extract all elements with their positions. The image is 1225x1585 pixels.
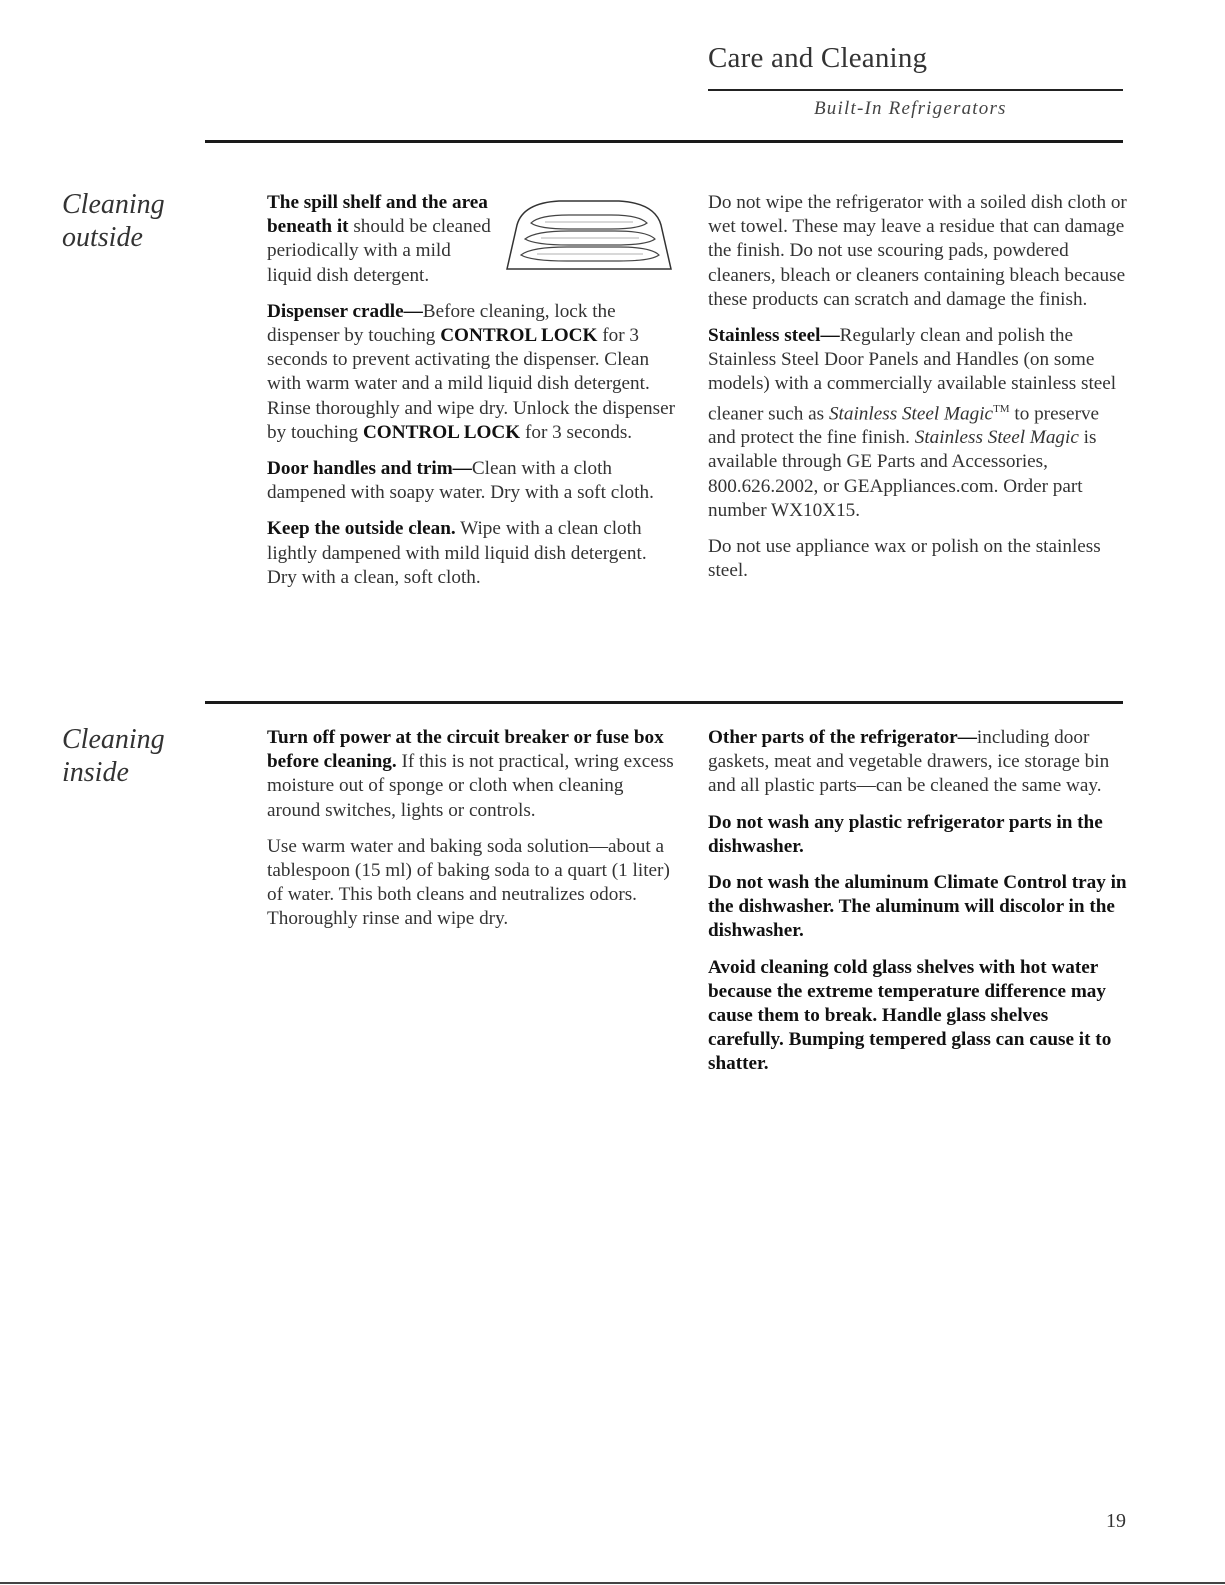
outside-column-left: [267, 191, 677, 602]
keep-outside-clean-text: Wipe with a clean cloth lightly dampened with mild liquid dish detergent. Dry with a clean, soft cloth.: [267, 518, 647, 588]
stainless-steel-bold: Stainless steel—: [708, 325, 840, 347]
dispenser-cradle-bold: Dispenser cradle—: [267, 300, 423, 322]
other-parts-text: including door gaskets, meat and vegetable drawers, ice storage bin and all plastic parts—can be cleaned the same way.: [708, 727, 1110, 797]
trademark-mark: TM: [993, 402, 1010, 415]
no-dishwasher-paragraph: [708, 811, 1128, 859]
keep-outside-clean-paragraph: [267, 517, 677, 590]
control-lock-label: CONTROL LOCK: [440, 325, 598, 347]
product-name: Stainless Steel Magic: [914, 427, 1079, 449]
do-not-wipe-paragraph: Do not wipe the refrigerator with a soiled dish cloth or wet towel. These may leave a residue that can damage the finish. Do not use scouring pads, powdered cleaners, bleach or cleaners containing bleach because these products can scratch and damage the finish.: [708, 192, 1127, 310]
inside-column-left: [267, 726, 677, 944]
section-heading-line: Cleaning: [62, 724, 165, 755]
product-name: Stainless Steel Magic: [828, 403, 994, 425]
turn-off-power-text: If this is not practical, wring excess moisture out of sponge or cloth when cleaning around switches, lights or controls.: [267, 751, 674, 821]
page-bottom-edge: [0, 1582, 1225, 1584]
no-wax-paragraph: Do not use appliance wax or polish on the stainless steel.: [708, 536, 1101, 582]
outside-column-right: [708, 191, 1128, 595]
turn-off-power-bold: Turn off power at the circuit breaker or fuse box before cleaning.: [267, 727, 664, 773]
stainless-steel-text: to preserve and protect the fine finish.: [708, 403, 1100, 449]
stainless-steel-text: Regularly clean and polish the Stainless Steel Door Panels and Handles (on some models) with a commercially available stainless steel cleaner such as: [708, 325, 1117, 425]
section-divider-outside: [205, 140, 1123, 143]
no-dishwasher-bold: Do not wash any plastic refrigerator parts in the dishwasher.: [708, 811, 1103, 857]
section-divider-inside: [205, 701, 1123, 704]
aluminum-tray-paragraph: [708, 871, 1128, 944]
section-heading-line: inside: [62, 757, 129, 788]
page-number: 19: [1106, 1510, 1126, 1532]
spill-shelf-paragraph: [267, 191, 677, 288]
section-heading-cleaning-inside: [62, 723, 165, 789]
stainless-steel-paragraph: [708, 324, 1128, 523]
turn-off-power-paragraph: [267, 726, 677, 823]
dispenser-cradle-text: for 3 seconds to prevent activating the dispenser. Clean with warm water and a mild liquid dish detergent. Rinse thoroughly and wipe dry. Unlock the dispenser by touching: [267, 325, 676, 443]
section-heading-line: outside: [62, 222, 143, 253]
door-handles-text: Clean with a cloth dampened with soapy water. Dry with a soft cloth.: [267, 458, 654, 504]
inside-column-right: [708, 726, 1128, 1089]
keep-outside-clean-bold: Keep the outside clean.: [267, 518, 456, 540]
stainless-steel-text: is available through GE Parts and Accessories, 800.626.2002, or GEAppliances.com. Order part number WX10X15.: [708, 427, 1097, 521]
glass-shelves-bold: Avoid cleaning cold glass shelves with hot water because the extreme temperature difference may cause them to break. Handle glass shelves carefully. Bumping tempered glass can cause it to shatter.: [708, 956, 1112, 1075]
spill-shelf-bold: The spill shelf and the area beneath it: [267, 192, 488, 238]
aluminum-tray-bold: Do not wash the aluminum Climate Control tray in the dishwasher. The aluminum will discolor in the dishwasher.: [708, 872, 1127, 942]
other-parts-paragraph: [708, 726, 1128, 799]
control-lock-label: CONTROL LOCK: [362, 421, 521, 443]
page-title: Care and Cleaning: [708, 42, 928, 74]
spill-shelf-illustration: [499, 195, 677, 275]
section-heading-line: Cleaning: [62, 189, 165, 220]
page-subtitle: Built-In Refrigerators: [814, 98, 1007, 119]
spill-shelf-text: should be cleaned periodically with a mild liquid dish detergent.: [267, 216, 491, 286]
baking-soda-paragraph: Use warm water and baking soda solution—about a tablespoon (15 ml) of baking soda to a quart (1 liter) of water. This both cleans and neutralizes odors. Thoroughly rinse and wipe dry.: [267, 835, 670, 930]
other-parts-bold: Other parts of the refrigerator—: [708, 727, 977, 748]
dispenser-cradle-paragraph: [267, 300, 677, 445]
door-handles-bold: Door handles and trim—: [267, 458, 472, 480]
door-handles-paragraph: [267, 457, 677, 505]
dispenser-cradle-text: for 3 seconds.: [520, 421, 633, 443]
glass-shelves-paragraph: [708, 956, 1128, 1077]
header-rule: [708, 89, 1123, 91]
section-heading-cleaning-outside: [62, 188, 165, 254]
dispenser-cradle-text: Before cleaning, lock the dispenser by touching: [267, 300, 616, 347]
